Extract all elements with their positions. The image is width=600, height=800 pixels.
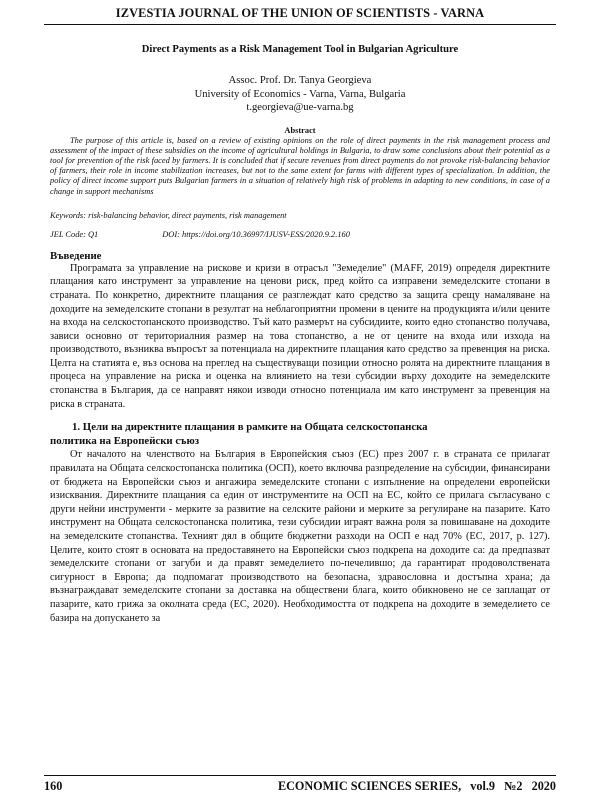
author-email[interactable]: t.georgieva@ue-varna.bg [246, 102, 354, 113]
section1-heading-line2: политика на Европейски съюз [50, 434, 200, 447]
article-title: Direct Payments as a Risk Management Tool in Bulgarian Agriculture [141, 44, 459, 55]
header-divider [44, 24, 556, 25]
intro-heading: Въведение [50, 249, 102, 262]
footer-divider [44, 775, 556, 776]
jel-code: JEL Code: Q1 [50, 229, 99, 239]
page-number: 160 [44, 779, 63, 793]
series-info: ECONOMIC SCIENCES SERIES, vol.9 №2 2020 [277, 779, 556, 793]
keywords: Keywords: risk-balancing behavior, direct payments, risk management [50, 210, 287, 220]
section1-heading-line1: 1. Цели на директните плащания в рамките на Общата селскостопанска [72, 421, 428, 434]
intro-paragraph: Програмата за управление на рискове и кризи в отрасъл "Земеделие" (MAFF, 2019) определя директните плащания като инструмент за управление на ценови риск, пред който са изправени земеделските стопани в страната. По конкретно, директните плащания се разглеждат като средство за защита срещу намаляване на доходите на земеделските стопани в резултат на неблагоприятни промени в цените на продукцията и/или цените на входа на селскостопанското производство. Тъй като размерът на субсидиите, които едно стопанство получава, зависи основно от териториалния размер на това стопанство, а не от цените на входа или изхода на производството, възниква въпросът за потенциала на директните плащания като средство за превенция на риска. Целта на статията е, въз основа на преглед на съществуващи позиции относно ролята на директните плащания в процеса на управление на риска и оценка на влиянието на тези субсидии върху доходите на земеделските стопанства в България, да се направят някои изводи относно потенциала им като инструмент за превенция на риска в страната. [50, 262, 550, 410]
journal-header: IZVESTIA JOURNAL OF THE UNION OF SCIENTISTS - VARNA [115, 6, 485, 20]
jel-doi-row [50, 230, 550, 239]
section1-heading [50, 421, 550, 448]
author-block [50, 74, 550, 115]
section1-paragraph: От началото на членството на България в Европейския съюз (ЕС) през 2007 г. в страната се прилагат правилата на Общата селскостопанска политика (ОСП), което включва разпределение на субсидии, финансирани от бюджета на Европейски съюз и ангажира земеделските стопани с изпълнение на определени европейски изисквания. Директните плащания са един от инструментите на ОСП на ЕС, който се прилага съгласувано с други нейни инструменти - мерките за развитие на селските райони и мерките за регулиране на пазарите. Като инструмент на Общата селскостопанска политика, тези субсидии играят важна роля за повишаване на доходите на земеделските стопанства. Техният дял в общите бюджетни разходи на ОСП е над 70% (ЕС, 2017, р. 127). Целите, които стоят в основата на предоставянето на Европейски съюз подкрепа на доходите са: да предпазват земеделските стопани от загуби и да правят земеделието по-печелившо; да гарантират продоволствената сигурност в Европа; да подпомагат производството на безопасна, здравословна и достъпна храна; да възнаграждават земеделските стопани за доставка на обществени блага, които обикновено не се заплащат от пазарите, като грижа за околната среда (ЕС, 2020). Необходимостта от подкрепа на доходите в земеделието се базира на допускането за [50, 449, 550, 624]
abstract-text: The purpose of this article is, based on a review of existing opinions on the role of direct payments in the risk management process and assessment of the impact of these subsidies on the income of agricultural holdings in Bulgaria, to draw some conclusions about their potential as a tool for prevention of the risk faced by farmers. It is concluded that if secure revenues from direct payments do not provoke risk-balancing behavior of farmers, their role in income stabilization increases, but not to the same extent for farms with different types of specialization. In addition, the policy of direct income support puts Bulgarian farmers in a situation of relatively high risk of problems in adapting to new conditions, in case of a change in support mechanisms [50, 135, 550, 196]
author-affiliation: University of Economics - Varna, Varna, Bulgaria [194, 88, 406, 100]
abstract-heading: Abstract [284, 125, 316, 135]
author-name: Assoc. Prof. Dr. Tanya Georgieva [228, 75, 372, 86]
doi-link[interactable]: DOI: https://doi.org/10.36997/IJUSV-ESS/2020.9.2.160 [162, 229, 350, 239]
article-content [50, 44, 550, 625]
